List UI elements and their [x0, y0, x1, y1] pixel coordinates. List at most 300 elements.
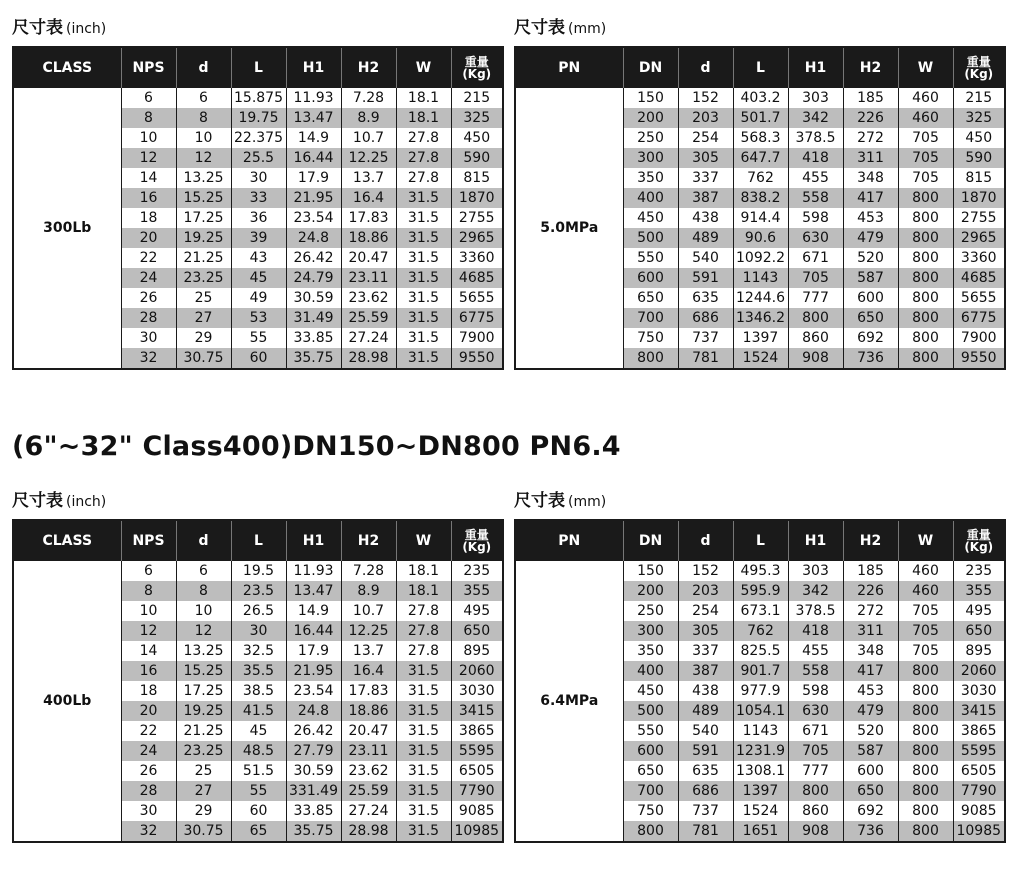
- table-cell: 5655: [953, 288, 1005, 308]
- table-cell: 686: [678, 781, 733, 801]
- column-header: H1: [788, 47, 843, 88]
- table-cell: 30: [231, 168, 286, 188]
- table-cell: 16: [121, 661, 176, 681]
- table-cell: 8: [121, 108, 176, 128]
- table-cell: 650: [451, 621, 503, 641]
- table-cell: 671: [788, 248, 843, 268]
- table-cell: 460: [898, 108, 953, 128]
- table-cell: 800: [898, 268, 953, 288]
- table-cell: 9550: [953, 348, 1005, 369]
- table-cell: 30.59: [286, 288, 341, 308]
- table-cell: 800: [898, 761, 953, 781]
- column-header: CLASS: [13, 520, 121, 561]
- table-cell: 30.75: [176, 348, 231, 369]
- column-header: L: [733, 47, 788, 88]
- table-cell: 1870: [451, 188, 503, 208]
- table-cell: 378.5: [788, 128, 843, 148]
- table-cell: 692: [843, 328, 898, 348]
- table-cell: 20.47: [341, 721, 396, 741]
- table-cell: 30.75: [176, 821, 231, 842]
- table-cell: 12: [121, 148, 176, 168]
- table-cell: 5655: [451, 288, 503, 308]
- table-cell: 914.4: [733, 208, 788, 228]
- table-cell: 31.5: [396, 348, 451, 369]
- table-cell: 65: [231, 821, 286, 842]
- table-cell: 10: [121, 601, 176, 621]
- table-cell: 24.8: [286, 228, 341, 248]
- table-cell: 19.25: [176, 228, 231, 248]
- table-cell: 901.7: [733, 661, 788, 681]
- table-cell: 200: [623, 108, 678, 128]
- table-cell: 30: [121, 328, 176, 348]
- table-cell: 272: [843, 128, 898, 148]
- table-cell: 9550: [451, 348, 503, 369]
- table-cell: 403.2: [733, 88, 788, 108]
- table-cell: 977.9: [733, 681, 788, 701]
- table-cell: 35.5: [231, 661, 286, 681]
- group-label: 5.0MPa: [515, 88, 623, 369]
- table-cell: 90.6: [733, 228, 788, 248]
- table-cell: 650: [623, 288, 678, 308]
- table-cell: 9085: [953, 801, 1005, 821]
- table-cell: 1143: [733, 721, 788, 741]
- table-cell: 27: [176, 781, 231, 801]
- table-cell: 438: [678, 208, 733, 228]
- table-cell: 587: [843, 268, 898, 288]
- column-header: H1: [286, 47, 341, 88]
- table-cell: 38.5: [231, 681, 286, 701]
- table-cell: 1231.9: [733, 741, 788, 761]
- table-cell: 800: [788, 308, 843, 328]
- table-cell: 686: [678, 308, 733, 328]
- table-cell: 495.3: [733, 561, 788, 581]
- table-cell: 31.5: [396, 801, 451, 821]
- table-cell: 6: [121, 88, 176, 108]
- column-header: L: [733, 520, 788, 561]
- table-cell: 4685: [451, 268, 503, 288]
- table-cell: 203: [678, 581, 733, 601]
- table-cell: 387: [678, 188, 733, 208]
- table-cell: 10: [176, 601, 231, 621]
- table-cell: 19.25: [176, 701, 231, 721]
- column-header: W: [396, 520, 451, 561]
- table-cell: 6505: [451, 761, 503, 781]
- table-cell: 27.8: [396, 168, 451, 188]
- table-cell: 13.7: [341, 641, 396, 661]
- column-header-weight: [953, 47, 1005, 88]
- table-cell: 51.5: [231, 761, 286, 781]
- table-cell: 152: [678, 561, 733, 581]
- table-cell: 800: [898, 208, 953, 228]
- table-cell: 600: [843, 761, 898, 781]
- table-cell: 48.5: [231, 741, 286, 761]
- table-cell: 781: [678, 348, 733, 369]
- table-cell: 800: [898, 781, 953, 801]
- table-cell: 27.8: [396, 148, 451, 168]
- table-cell: 35.75: [286, 348, 341, 369]
- table-cell: 800: [623, 348, 678, 369]
- table-cell: 23.25: [176, 268, 231, 288]
- table-cell: 860: [788, 801, 843, 821]
- table-cell: 635: [678, 288, 733, 308]
- table-cell: 600: [623, 268, 678, 288]
- table-cell: 23.54: [286, 208, 341, 228]
- column-header: H1: [788, 520, 843, 561]
- table-cell: 550: [623, 248, 678, 268]
- weight-unit: (Kg): [964, 540, 994, 554]
- table-cell: 815: [953, 168, 1005, 188]
- table-cell: 750: [623, 801, 678, 821]
- column-header: H2: [341, 520, 396, 561]
- table-cell: 33: [231, 188, 286, 208]
- table-cell: 12: [121, 621, 176, 641]
- table-cell: 17.25: [176, 208, 231, 228]
- table-cell: 16.4: [341, 661, 396, 681]
- table-cell: 28: [121, 781, 176, 801]
- table-cell: 10.7: [341, 128, 396, 148]
- table-cell: 45: [231, 268, 286, 288]
- table-cell: 25: [176, 288, 231, 308]
- table-cell: 26.42: [286, 721, 341, 741]
- table-cell: 10: [176, 128, 231, 148]
- table-cell: 800: [898, 701, 953, 721]
- table-cell: 418: [788, 148, 843, 168]
- table-cell: 453: [843, 681, 898, 701]
- table-cell: 20.47: [341, 248, 396, 268]
- table-cell: 350: [623, 641, 678, 661]
- table-cell: 400: [623, 188, 678, 208]
- table-cell: 12.25: [341, 621, 396, 641]
- table-cell: 8: [176, 108, 231, 128]
- table-cell: 737: [678, 328, 733, 348]
- table-cell: 311: [843, 621, 898, 641]
- table-cell: 1524: [733, 801, 788, 821]
- table-cell: 489: [678, 701, 733, 721]
- table-cell: 16: [121, 188, 176, 208]
- table-cell: 1870: [953, 188, 1005, 208]
- table-cell: 800: [898, 228, 953, 248]
- table-cell: 23.11: [341, 268, 396, 288]
- section-title: (6"~32" Class400)DN150~DN800 PN6.4: [12, 431, 621, 462]
- table-cell: 350: [623, 168, 678, 188]
- table-cell: 3360: [953, 248, 1005, 268]
- table-cell: 438: [678, 681, 733, 701]
- table-cell: 2060: [953, 661, 1005, 681]
- table-cell: 311: [843, 148, 898, 168]
- table-cell: 6: [121, 561, 176, 581]
- table-cell: 7900: [953, 328, 1005, 348]
- table-cell: 331.49: [286, 781, 341, 801]
- table-cell: 495: [953, 601, 1005, 621]
- table-cell: 22: [121, 721, 176, 741]
- column-header: d: [176, 520, 231, 561]
- table-cell: 1092.2: [733, 248, 788, 268]
- table-cell: 825.5: [733, 641, 788, 661]
- table-cell: 895: [953, 641, 1005, 661]
- table-cell: 489: [678, 228, 733, 248]
- table-cell: 777: [788, 288, 843, 308]
- table-cell: 4685: [953, 268, 1005, 288]
- table-cell: 21.25: [176, 721, 231, 741]
- table-cell: 8.9: [341, 108, 396, 128]
- table-cell: 7790: [451, 781, 503, 801]
- table-cell: 31.5: [396, 681, 451, 701]
- dimension-table-300lb: [12, 46, 504, 370]
- table-cell: 26: [121, 288, 176, 308]
- table-cell: 647.7: [733, 148, 788, 168]
- table-cell: 800: [898, 821, 953, 842]
- table-cell: 53: [231, 308, 286, 328]
- table-cell: 32: [121, 821, 176, 842]
- table-cell: 587: [843, 741, 898, 761]
- table-cell: 700: [623, 781, 678, 801]
- table-cell: 23.54: [286, 681, 341, 701]
- table-cell: 378.5: [788, 601, 843, 621]
- table-cell: 7.28: [341, 561, 396, 581]
- table-cell: 31.5: [396, 821, 451, 842]
- table-cell: 1308.1: [733, 761, 788, 781]
- table-cell: 15.25: [176, 188, 231, 208]
- table-cell: 24: [121, 268, 176, 288]
- table-cell: 325: [451, 108, 503, 128]
- column-header: W: [898, 47, 953, 88]
- table-cell: 28: [121, 308, 176, 328]
- table-cell: 460: [898, 88, 953, 108]
- column-header: DN: [623, 520, 678, 561]
- table-cell: 8: [121, 581, 176, 601]
- table-cell: 453: [843, 208, 898, 228]
- table-heading-6-4mpa: 尺寸表 (mm): [514, 491, 607, 511]
- table-cell: 6: [176, 88, 231, 108]
- table-cell: 705: [898, 128, 953, 148]
- table-cell: 558: [788, 661, 843, 681]
- table-cell: 18.1: [396, 581, 451, 601]
- table-cell: 185: [843, 88, 898, 108]
- table-cell: 7.28: [341, 88, 396, 108]
- table-cell: 303: [788, 88, 843, 108]
- table-cell: 25.59: [341, 781, 396, 801]
- table-cell: 150: [623, 88, 678, 108]
- table-cell: 13.47: [286, 108, 341, 128]
- table-cell: 305: [678, 621, 733, 641]
- table-cell: 12: [176, 621, 231, 641]
- table-cell: 12: [176, 148, 231, 168]
- table-cell: 1244.6: [733, 288, 788, 308]
- table-cell: 31.5: [396, 208, 451, 228]
- table-cell: 31.5: [396, 721, 451, 741]
- table-cell: 692: [843, 801, 898, 821]
- table-cell: 1524: [733, 348, 788, 369]
- table-cell: 7900: [451, 328, 503, 348]
- table-cell: 600: [623, 741, 678, 761]
- table-cell: 17.25: [176, 681, 231, 701]
- table-cell: 55: [231, 328, 286, 348]
- table-cell: 19.75: [231, 108, 286, 128]
- table-cell: 800: [898, 188, 953, 208]
- table-cell: 355: [953, 581, 1005, 601]
- table-cell: 2060: [451, 661, 503, 681]
- table-cell: 27: [176, 308, 231, 328]
- table-cell: 7790: [953, 781, 1005, 801]
- table-cell: 1143: [733, 268, 788, 288]
- table-cell: 18.1: [396, 561, 451, 581]
- table-cell: 705: [788, 741, 843, 761]
- table-cell: 417: [843, 661, 898, 681]
- weight-unit: (Kg): [964, 67, 994, 81]
- table-cell: 30.59: [286, 761, 341, 781]
- dimension-table-6-4mpa: [514, 519, 1006, 843]
- group-label: 300Lb: [13, 88, 121, 369]
- table-cell: 21.95: [286, 661, 341, 681]
- table-cell: 3415: [451, 701, 503, 721]
- table-cell: 13.47: [286, 581, 341, 601]
- table-cell: 27.8: [396, 128, 451, 148]
- table-cell: 30: [231, 621, 286, 641]
- table-cell: 13.25: [176, 641, 231, 661]
- table-cell: 18: [121, 208, 176, 228]
- table-heading-5mpa: 尺寸表 (mm): [514, 18, 607, 38]
- table-cell: 235: [451, 561, 503, 581]
- table-cell: 14: [121, 168, 176, 188]
- table-cell: 1397: [733, 781, 788, 801]
- table-cell: 25: [176, 761, 231, 781]
- table-cell: 450: [451, 128, 503, 148]
- table-cell: 20: [121, 701, 176, 721]
- table-cell: 348: [843, 168, 898, 188]
- table-cell: 635: [678, 761, 733, 781]
- table-cell: 590: [953, 148, 1005, 168]
- table-cell: 3865: [451, 721, 503, 741]
- table-cell: 29: [176, 328, 231, 348]
- table-cell: 479: [843, 228, 898, 248]
- table-cell: 27.8: [396, 601, 451, 621]
- table-cell: 24: [121, 741, 176, 761]
- table-cell: 500: [623, 701, 678, 721]
- table-cell: 705: [788, 268, 843, 288]
- table-cell: 737: [678, 801, 733, 821]
- table-cell: 671: [788, 721, 843, 741]
- table-cell: 355: [451, 581, 503, 601]
- table-cell: 705: [898, 148, 953, 168]
- header-row: [13, 47, 503, 88]
- table-cell: 16.44: [286, 621, 341, 641]
- table-cell: 800: [898, 288, 953, 308]
- table-cell: 591: [678, 741, 733, 761]
- table-cell: 736: [843, 821, 898, 842]
- table-cell: 450: [623, 681, 678, 701]
- table-cell: 540: [678, 248, 733, 268]
- weight-unit: (Kg): [462, 67, 492, 81]
- table-cell: 418: [788, 621, 843, 641]
- table-cell: 800: [898, 681, 953, 701]
- table-cell: 762: [733, 621, 788, 641]
- table-cell: 800: [898, 661, 953, 681]
- table-cell: 226: [843, 581, 898, 601]
- table-row: [13, 88, 503, 108]
- table-cell: 550: [623, 721, 678, 741]
- table-cell: 8.9: [341, 581, 396, 601]
- table-cell: 185: [843, 561, 898, 581]
- table-cell: 650: [953, 621, 1005, 641]
- table-cell: 41.5: [231, 701, 286, 721]
- table-cell: 600: [843, 288, 898, 308]
- header-row: [13, 520, 503, 561]
- table-cell: 460: [898, 581, 953, 601]
- table-cell: 203: [678, 108, 733, 128]
- table-cell: 495: [451, 601, 503, 621]
- table-cell: 11.93: [286, 561, 341, 581]
- table-cell: 43: [231, 248, 286, 268]
- table-cell: 35.75: [286, 821, 341, 842]
- table-cell: 1397: [733, 328, 788, 348]
- table-cell: 49: [231, 288, 286, 308]
- table-cell: 31.5: [396, 308, 451, 328]
- table-cell: 303: [788, 561, 843, 581]
- table-cell: 31.5: [396, 701, 451, 721]
- table-cell: 5595: [953, 741, 1005, 761]
- column-header: d: [678, 47, 733, 88]
- table-cell: 254: [678, 128, 733, 148]
- column-header: L: [231, 520, 286, 561]
- column-header: W: [898, 520, 953, 561]
- table-cell: 12.25: [341, 148, 396, 168]
- table-cell: 568.3: [733, 128, 788, 148]
- table-cell: 800: [898, 741, 953, 761]
- table-cell: 673.1: [733, 601, 788, 621]
- table-cell: 26: [121, 761, 176, 781]
- table-cell: 10.7: [341, 601, 396, 621]
- table-row: [515, 561, 1005, 581]
- table-cell: 6: [176, 561, 231, 581]
- table-cell: 2965: [953, 228, 1005, 248]
- table-cell: 16.44: [286, 148, 341, 168]
- weight-label: 重量: [966, 55, 991, 69]
- column-header: CLASS: [13, 47, 121, 88]
- table-cell: 250: [623, 128, 678, 148]
- table-cell: 18.86: [341, 228, 396, 248]
- table-cell: 27.24: [341, 801, 396, 821]
- table-cell: 27.8: [396, 621, 451, 641]
- table-cell: 5595: [451, 741, 503, 761]
- table-cell: 215: [451, 88, 503, 108]
- column-header-weight: [451, 47, 503, 88]
- table-cell: 558: [788, 188, 843, 208]
- column-header: d: [176, 47, 231, 88]
- table-cell: 226: [843, 108, 898, 128]
- table-cell: 215: [953, 88, 1005, 108]
- table-cell: 2755: [451, 208, 503, 228]
- table-cell: 21.25: [176, 248, 231, 268]
- table-cell: 520: [843, 248, 898, 268]
- table-cell: 6775: [953, 308, 1005, 328]
- table-cell: 337: [678, 641, 733, 661]
- table-cell: 342: [788, 581, 843, 601]
- table-cell: 348: [843, 641, 898, 661]
- table-cell: 479: [843, 701, 898, 721]
- table-cell: 400: [623, 661, 678, 681]
- table-cell: 800: [898, 308, 953, 328]
- table-cell: 598: [788, 208, 843, 228]
- table-cell: 838.2: [733, 188, 788, 208]
- table-cell: 29: [176, 801, 231, 821]
- table-cell: 750: [623, 328, 678, 348]
- table-cell: 8: [176, 581, 231, 601]
- table-cell: 32: [121, 348, 176, 369]
- table-cell: 1054.1: [733, 701, 788, 721]
- table-cell: 55: [231, 781, 286, 801]
- table-cell: 2965: [451, 228, 503, 248]
- group-label: 400Lb: [13, 561, 121, 842]
